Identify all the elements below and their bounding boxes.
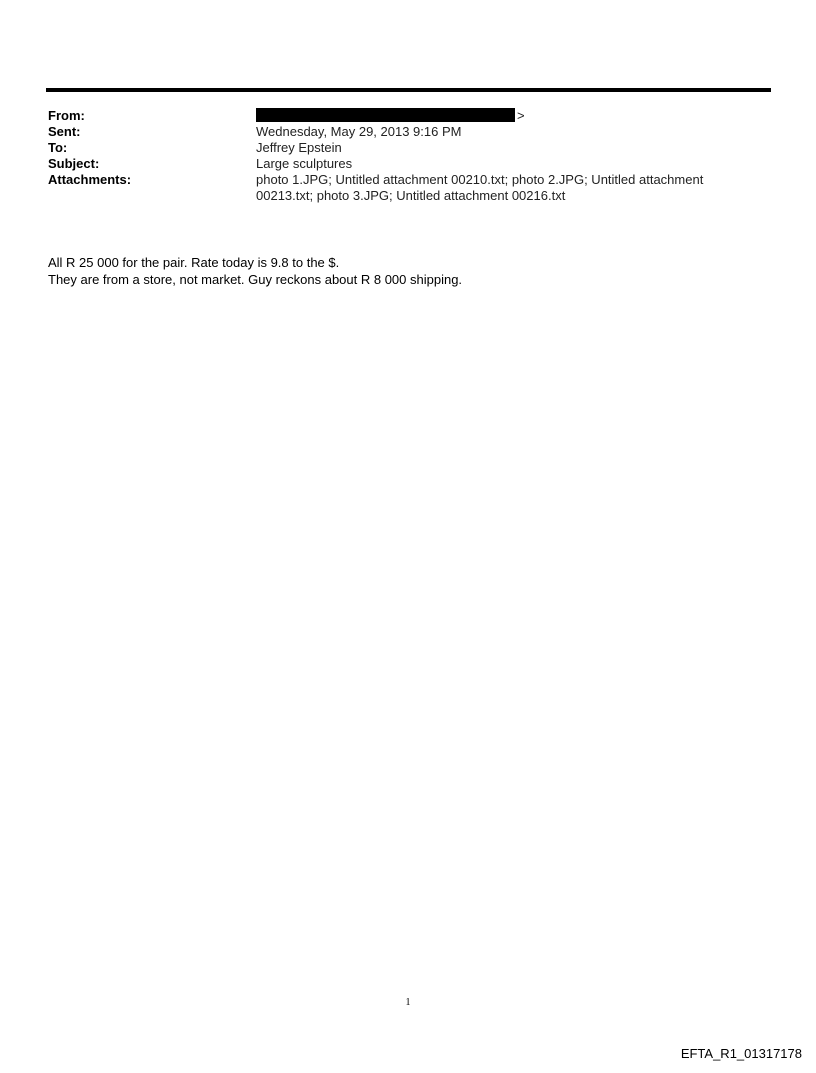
header-divider bbox=[46, 88, 771, 92]
to-row bbox=[48, 140, 768, 156]
from-value bbox=[256, 108, 768, 124]
page-number: 1 bbox=[405, 997, 411, 1008]
sent-label: Sent: bbox=[48, 124, 81, 139]
attachments-row bbox=[48, 172, 768, 204]
attachments-value bbox=[256, 172, 768, 204]
redaction-block bbox=[256, 108, 515, 122]
body-line-2: They are from a store, not market. Guy reckons about R 8 000 shipping. bbox=[48, 272, 463, 287]
sent-row bbox=[48, 124, 768, 140]
subject-row bbox=[48, 156, 768, 172]
to-label: To: bbox=[48, 140, 68, 155]
from-label: From: bbox=[48, 108, 85, 123]
email-body bbox=[48, 254, 768, 288]
sent-value: Wednesday, May 29, 2013 9:16 PM bbox=[256, 124, 462, 139]
from-row bbox=[48, 108, 768, 124]
subject-value: Large sculptures bbox=[256, 156, 353, 171]
body-line-1: All R 25 000 for the pair. Rate today is 9.8 to the $. bbox=[48, 255, 340, 270]
email-header bbox=[48, 108, 768, 204]
attachments-line-1: photo 1.JPG; Untitled attachment 00210.txt; photo 2.JPG; Untitled attachment bbox=[256, 172, 704, 187]
document-id: EFTA_R1_01317178 bbox=[680, 1046, 802, 1061]
attachments-line-2: 00213.txt; photo 3.JPG; Untitled attachment 00216.txt bbox=[256, 188, 566, 203]
attachments-label: Attachments: bbox=[48, 172, 132, 187]
to-value: Jeffrey Epstein bbox=[256, 140, 342, 155]
from-suffix: > bbox=[517, 108, 525, 123]
subject-label: Subject: bbox=[48, 156, 100, 171]
